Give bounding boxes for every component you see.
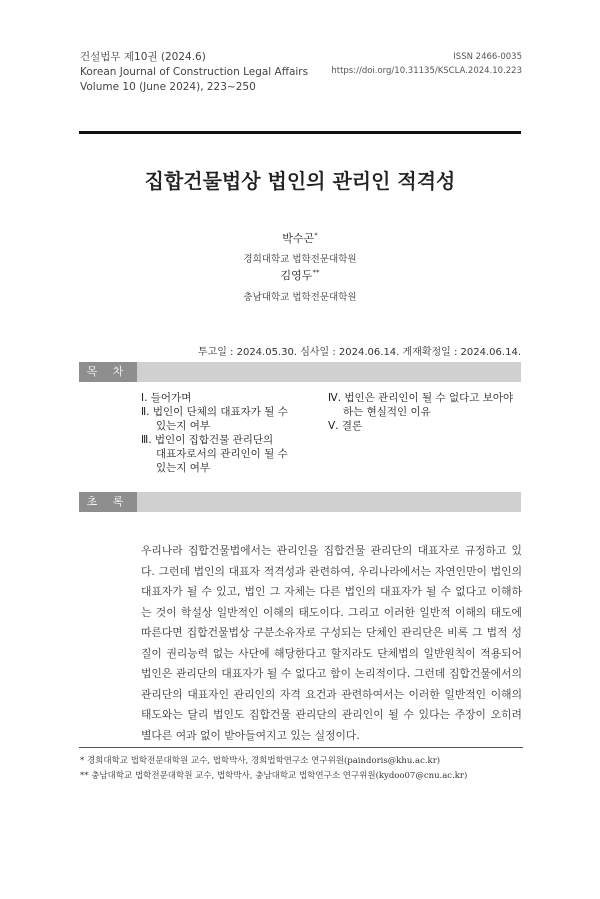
footnotes (80, 754, 467, 784)
author-1-name: 박수곤 (282, 232, 315, 245)
toc-item-label-cont: 대표자로서의 관리인이 될 수 (156, 448, 288, 460)
journal-english-title: Korean Journal of Construction Legal Affairs (80, 66, 309, 78)
toc-item-label: Ⅰ. 들어가며 (141, 392, 192, 404)
toc-item[interactable] (141, 433, 321, 475)
abstract-heading: 초 록 (79, 492, 137, 512)
author-2-affiliation: 충남대학교 법학전문대학원 (243, 292, 357, 303)
toc-item-label-cont: 하는 현실적인 이유 (343, 406, 431, 418)
toc-item-label: Ⅱ. 법인이 단체의 대표자가 될 수 (141, 406, 288, 418)
toc-right-column (328, 391, 528, 433)
toc-item[interactable] (141, 391, 321, 405)
author-1 (0, 230, 600, 246)
doi-link[interactable]: https://doi.org/10.31135/KSCLA.2024.10.223 (331, 66, 522, 76)
author-2 (0, 267, 600, 283)
author-1-affiliation: 경희대학교 법학전문대학원 (243, 254, 357, 265)
toc-item-label: Ⅳ. 법인은 관리인이 될 수 없다고 보아야 (328, 392, 514, 404)
journal-volume: Volume 10 (June 2024), 223~250 (80, 81, 256, 93)
toc-left-column (141, 391, 321, 475)
toc-heading: 목 차 (79, 362, 137, 382)
submission-dates: 투고일 : 2024.05.30. 심사일 : 2024.06.14. 게재확정일 : 2024.06.14. (197, 347, 521, 358)
author-2-name: 김영두 (280, 269, 313, 282)
abstract-heading-bar (79, 492, 521, 512)
toc-heading-bar (79, 362, 521, 382)
paper-title: 집합건물법상 법인의 관리인 적격성 (144, 169, 456, 193)
issn: ISSN 2466-0035 (453, 52, 522, 62)
toc-item[interactable] (328, 419, 528, 433)
journal-issue: 건설법무 제10권 (2024.6) (80, 51, 206, 63)
footnote-1: * 경희대학교 법학전문대학원 교수, 법학박사, 경희법학연구소 연구위원(paindoris@khu.ac.kr) (80, 756, 441, 766)
toc-item-label: Ⅲ. 법인이 집합건물 관리단의 (141, 434, 274, 446)
toc-item-label-cont: 있는지 여부 (156, 420, 211, 432)
abstract-text: 우리나라 집합건물법에서는 관리인을 집합건물 관리단의 대표자로 규정하고 있다. 그런데 법인의 대표자 적격성과 관련하여, 우리나라에서는 자연인만이 법인의 대표자가 될 수 있고, 법인 그 자체는 다른 법인의 대표자가 될 수 없다고 이해하는 것이 학설상 일반적인 이해의 태도이다. 그리고 이러한 일반적 이해의 태도에 따른다면 집합건물법상 구분소유자로 구성되는 단체인 관리단은 비록 그 법적 성질이 권리능력 없는 사단에 해당한다고 할지라도 단체법의 일반원칙이 적용되어 법인은 관리단의 대표자가 될 수 없다고 함이 논리적이다. 그런데 집합건물에서의 관리단의 대표자인 관리인의 자격 요건과 관련하여서는 이러한 일반적인 이해의 태도와는 달리 법인도 집합건물 관리단의 관리인이 될 수 있다는 주장이 오히려 별다른 여과 없이 받아들여지고 있는 실정이다. (141, 544, 522, 742)
toc-item[interactable] (328, 391, 528, 419)
toc-item-label: Ⅴ. 결론 (328, 420, 363, 432)
author-2-mark: ** (312, 268, 320, 277)
identifiers (331, 50, 522, 78)
footnote-rule (79, 747, 523, 748)
footnote-2: ** 충남대학교 법학전문대학원 교수, 법학박사, 충남대학교 법학연구소 연구위원(kydoo07@cnu.ac.kr) (80, 771, 468, 781)
toc-item[interactable] (141, 405, 321, 433)
journal-info (80, 50, 308, 95)
author-1-mark: * (314, 231, 318, 240)
toc-item-label-cont: 있는지 여부 (156, 462, 211, 474)
header-rule (79, 131, 521, 134)
